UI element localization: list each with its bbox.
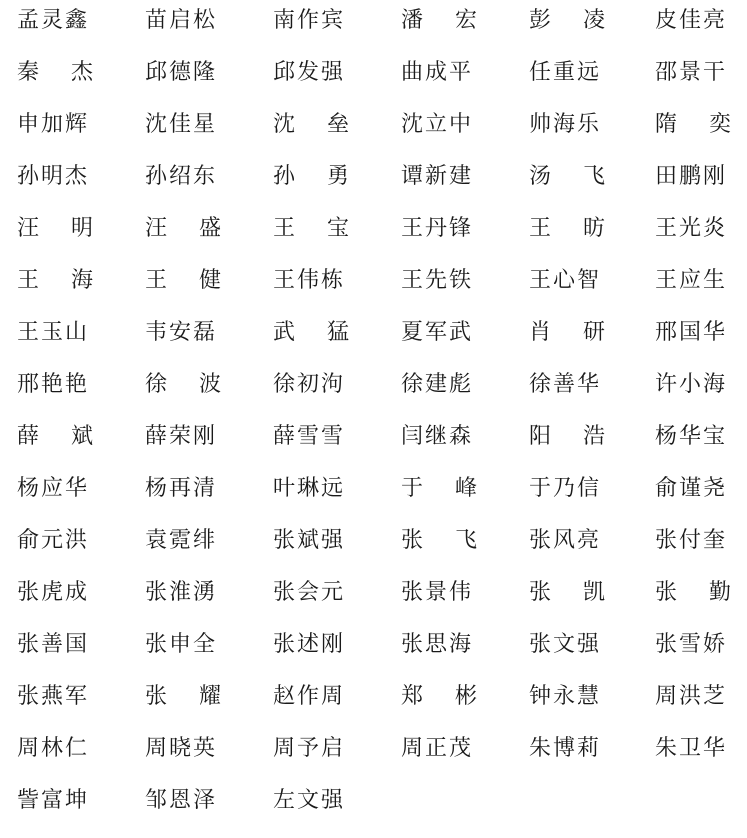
name-entry: 王丹锋 [401,216,474,241]
name-entry: 秦 杰 [17,60,93,85]
name-entry: 邵景干 [655,60,728,85]
name-row [0,364,747,416]
name-entry: 周洪芝 [655,684,728,709]
name-entry: 朱卫华 [655,736,728,761]
name-entry: 汤 飞 [529,164,605,189]
name-entry: 张斌强 [273,528,346,553]
name-entry: 杨华宝 [655,424,728,449]
name-entry: 邱德隆 [145,60,218,85]
name-entry: 徐善华 [529,372,602,397]
name-entry: 俞谨尧 [655,476,728,501]
name-entry: 邢艳艳 [17,372,90,397]
name-entry: 王 海 [17,268,93,293]
name-entry: 张 耀 [145,684,221,709]
name-entry: 俞元洪 [17,528,90,553]
name-entry: 叶琳远 [273,476,346,501]
name-row [0,156,747,208]
name-entry: 张风亮 [529,528,602,553]
name-entry: 韦安磊 [145,320,218,345]
name-row [0,0,747,52]
name-entry: 周予启 [273,736,346,761]
name-entry: 邹恩泽 [145,788,218,813]
name-entry: 周正茂 [401,736,474,761]
name-entry: 孙绍东 [145,164,218,189]
name-entry: 王 昉 [529,216,605,241]
name-entry: 孙 勇 [273,164,349,189]
name-row [0,520,747,572]
name-entry: 曲成平 [401,60,474,85]
name-entry: 徐初泃 [273,372,346,397]
name-entry: 帅海乐 [529,112,602,137]
name-entry: 肖 研 [529,320,605,345]
name-entry: 潘 宏 [401,8,477,33]
name-entry: 王先铁 [401,268,474,293]
name-row [0,312,747,364]
name-entry: 王 宝 [273,216,349,241]
name-entry: 王 健 [145,268,221,293]
name-entry: 任重远 [529,60,602,85]
name-entry: 薛荣刚 [145,424,218,449]
name-entry: 阳 浩 [529,424,605,449]
name-entry: 张善国 [17,632,90,657]
name-entry: 张雪娇 [655,632,728,657]
name-entry: 张燕军 [17,684,90,709]
name-entry: 王应生 [655,268,728,293]
name-entry: 徐 波 [145,372,221,397]
name-entry: 闫继森 [401,424,474,449]
name-entry: 苗启松 [145,8,218,33]
name-row [0,468,747,520]
name-entry: 张述刚 [273,632,346,657]
name-entry: 谭新建 [401,164,474,189]
name-entry: 汪 明 [17,216,93,241]
name-row [0,728,747,780]
name-entry: 薛雪雪 [273,424,346,449]
name-entry: 南作宾 [273,8,346,33]
name-entry: 汪 盛 [145,216,221,241]
name-entry: 王玉山 [17,320,90,345]
name-entry: 钟永慧 [529,684,602,709]
name-entry: 张淮湧 [145,580,218,605]
name-row [0,624,747,676]
name-entry: 孙明杰 [17,164,90,189]
name-entry: 朱博莉 [529,736,602,761]
name-entry: 隋 奕 [655,112,731,137]
name-entry: 张景伟 [401,580,474,605]
name-entry: 张会元 [273,580,346,605]
name-entry: 皮佳亮 [655,8,728,33]
name-entry: 邢国华 [655,320,728,345]
name-entry: 周林仁 [17,736,90,761]
name-row [0,676,747,728]
name-entry: 杨再清 [145,476,218,501]
name-row [0,52,747,104]
name-entry: 薛 斌 [17,424,93,449]
name-entry: 夏军武 [401,320,474,345]
name-entry: 张 凯 [529,580,605,605]
name-entry: 左文强 [273,788,346,813]
name-entry: 于 峰 [401,476,477,501]
name-entry: 张申全 [145,632,218,657]
name-entry: 王光炎 [655,216,728,241]
name-entry: 郑 彬 [401,684,477,709]
name-row [0,208,747,260]
name-entry: 訾富坤 [17,788,90,813]
name-entry: 沈佳星 [145,112,218,137]
name-entry: 杨应华 [17,476,90,501]
name-entry: 于乃信 [529,476,602,501]
name-entry: 张文强 [529,632,602,657]
name-entry: 周晓英 [145,736,218,761]
name-entry: 张付奎 [655,528,728,553]
name-entry: 张 飞 [401,528,477,553]
name-entry: 张思海 [401,632,474,657]
name-entry: 徐建彪 [401,372,474,397]
name-entry: 彭 凌 [529,8,605,33]
name-row [0,260,747,312]
name-entry: 申加辉 [17,112,90,137]
name-entry: 沈立中 [401,112,474,137]
name-entry: 武 猛 [273,320,349,345]
name-entry: 田鹏刚 [655,164,728,189]
name-entry: 许小海 [655,372,728,397]
name-row [0,104,747,156]
name-entry: 王伟栋 [273,268,346,293]
name-row [0,572,747,624]
name-entry: 袁霓绯 [145,528,218,553]
name-row [0,416,747,468]
name-row [0,780,747,832]
name-entry: 张 勤 [655,580,731,605]
name-entry: 赵作周 [273,684,346,709]
name-entry: 邱发强 [273,60,346,85]
name-entry: 孟灵鑫 [17,8,90,33]
name-entry: 沈 垒 [273,112,349,137]
name-entry: 王心智 [529,268,602,293]
name-entry: 张虎成 [17,580,90,605]
